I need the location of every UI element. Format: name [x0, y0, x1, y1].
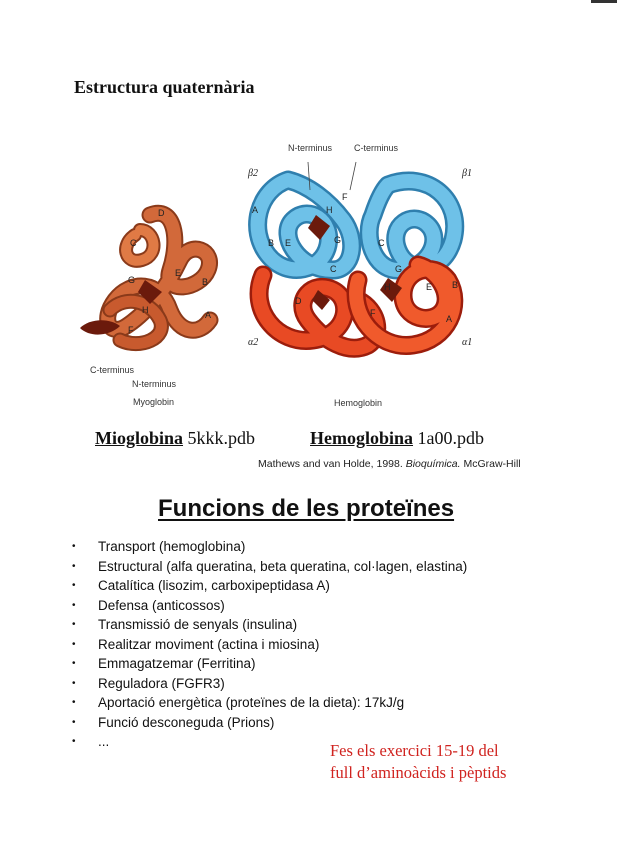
list-item: • Realitzar moviment (actina i miosina): [72, 635, 467, 655]
list-item: • Aportació energètica (proteïnes de la dieta): 17kJ/g: [72, 693, 467, 713]
hemo-helix-letter: F: [370, 308, 376, 318]
hemoglobin-caption: Hemoglobin: [334, 398, 383, 408]
exercise-note: [330, 740, 506, 784]
list-item: • Funció desconeguda (Prions): [72, 713, 467, 733]
myo-helix-letter: A: [205, 310, 212, 320]
myo-c-terminus-label: C-terminus: [90, 365, 135, 375]
hemoglobin-name: Hemoglobina: [310, 428, 414, 448]
citation-authors: Mathews and van Holde, 1998.: [258, 458, 406, 470]
hemo-c-terminus-label: C-terminus: [354, 143, 399, 153]
citation-title: Bioquímica.: [405, 458, 461, 470]
hemo-helix-letter: G: [395, 264, 403, 274]
list-item: • Estructural (alfa queratina, beta queratina, col·lagen, elastina): [72, 557, 467, 577]
functions-list: [72, 537, 467, 752]
hemoglobin-ribbon: [238, 160, 478, 370]
hemoglobin-figure: [238, 160, 478, 370]
myo-helix-letter: F: [128, 325, 134, 335]
hemo-helix-letter: D: [295, 296, 302, 306]
bullet-icon: •: [72, 619, 76, 630]
hemo-helix-letter: A: [446, 314, 453, 324]
myo-helix-letter: E: [175, 268, 182, 278]
list-item: • Emmagatzemar (Ferritina): [72, 654, 467, 674]
bullet-icon: •: [72, 658, 76, 669]
hemo-n-terminus-label: N-terminus: [288, 143, 333, 153]
hemo-helix-letter: A: [252, 205, 259, 215]
list-item: • ...: [72, 732, 467, 752]
myoglobin-pdb-code: 5kkk.pdb: [183, 428, 256, 448]
myo-helix-letter: H: [142, 305, 149, 315]
alpha2-label: α2: [248, 337, 259, 348]
beta1-label: β1: [462, 168, 472, 179]
myo-helix-letter: D: [158, 208, 165, 218]
bullet-icon: •: [72, 580, 76, 591]
hemo-helix-letter: H: [384, 282, 391, 292]
alpha1-label: α1: [462, 337, 473, 348]
myoglobin-figure: [80, 200, 240, 370]
bullet-icon: •: [72, 541, 76, 552]
myoglobin-ribbon: [80, 200, 240, 370]
pdb-myoglobin: [95, 428, 255, 449]
hemo-helix-letter: B: [452, 280, 459, 290]
hemo-helix-letter: H: [326, 205, 333, 215]
myoglobin-caption: Myoglobin: [133, 397, 175, 407]
list-item: • Defensa (anticossos): [72, 596, 467, 616]
exercise-line-2: full d’aminoàcids i pèptids: [330, 763, 507, 782]
scan-edge-mark: [591, 0, 617, 3]
citation: [258, 458, 521, 470]
section-title: Estructura quaternària: [74, 77, 255, 97]
hemo-helix-letter: C: [330, 264, 337, 274]
bullet-icon: •: [72, 677, 76, 689]
bullet-icon: •: [72, 599, 76, 611]
hemoglobin-pdb-code: 1a00.pdb: [413, 428, 485, 448]
hemo-helix-letter: G: [334, 235, 342, 245]
myo-helix-letter: B: [202, 277, 209, 287]
myoglobin-name: Mioglobina: [95, 428, 184, 448]
list-item: • Transport (hemoglobina): [72, 537, 467, 557]
list-item: • Transmissió de senyals (insulina): [72, 615, 467, 635]
list-item: • Reguladora (FGFR3): [72, 674, 467, 694]
hemo-helix-letter: B: [268, 238, 275, 248]
bullet-icon: •: [72, 697, 76, 708]
hemo-helix-letter: C: [378, 238, 385, 248]
exercise-line-1: Fes els exercici 15-19 del: [330, 741, 499, 760]
hemo-helix-letter: F: [342, 192, 348, 202]
hemo-helix-letter: E: [426, 282, 433, 292]
bullet-icon: •: [72, 638, 76, 650]
beta2-label: β2: [248, 168, 258, 179]
hemo-helix-letter: E: [285, 238, 292, 248]
myo-helix-letter: G: [128, 275, 136, 285]
bullet-icon: •: [72, 716, 76, 728]
myo-helix-letter: C: [130, 238, 137, 248]
bullet-icon: •: [72, 736, 76, 747]
functions-heading: Funcions de les proteïnes: [158, 495, 455, 522]
bullet-icon: •: [72, 560, 76, 572]
list-item: • Catalítica (lisozim, carboxipeptidasa A): [72, 576, 467, 596]
citation-publisher: McGraw-Hill: [460, 458, 521, 470]
pdb-hemoglobin: [310, 428, 484, 449]
myo-n-terminus-label: N-terminus: [132, 379, 177, 389]
